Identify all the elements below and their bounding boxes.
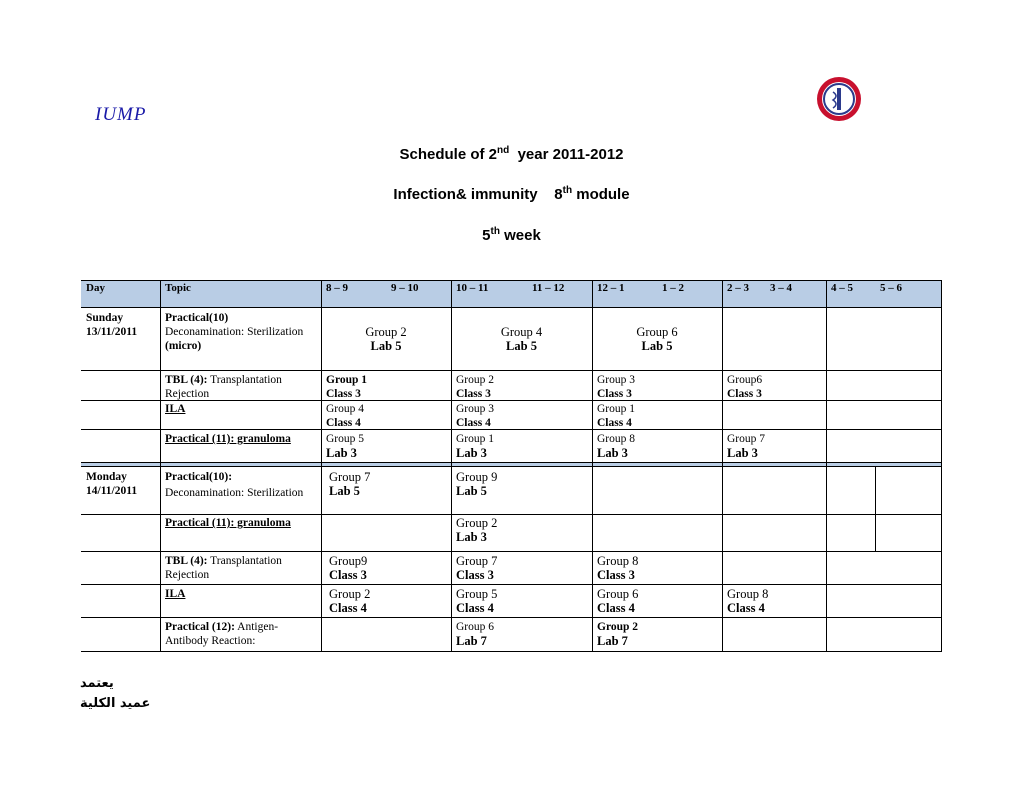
monday-topic-2: Practical (11): granuloma — [165, 517, 291, 529]
monday-r2-slot-1: Group 2 Lab 3 — [456, 516, 498, 544]
col-topic: Topic — [160, 280, 321, 307]
sunday-topic-2: TBL (4): Transplantation Rejection — [165, 374, 282, 400]
sunday-r3-slot-3: Group 1 Class 4 — [597, 403, 636, 429]
col-11-12: 11 – 12 — [527, 280, 592, 307]
monday-r1-slot-2: Group 9 Lab 5 — [456, 470, 498, 498]
week-title: 5th week — [482, 226, 541, 244]
monday-r3-slot-1: Group9 Class 3 — [329, 554, 368, 582]
sunday-r3-slot-1: Group 4 Class 4 — [326, 403, 365, 429]
monday-r3-slot-3: Group 8 Class 3 — [597, 554, 639, 582]
col-12-1: 12 – 1 — [592, 280, 657, 307]
sunday-r4-slot-2: Group 1 Lab 3 — [456, 433, 495, 460]
monday-r3-slot-2: Group 7 Class 3 — [456, 554, 498, 582]
col-day: Day — [81, 280, 160, 307]
monday-topic-5: Practical (12): Antigen- Antibody Reaction: — [165, 621, 279, 647]
sunday-topic-3: ILA — [165, 403, 186, 415]
monday-r5-slot-2: Group 2 Lab 7 — [597, 621, 639, 648]
dean-label: عميد الكلية — [80, 696, 151, 711]
sunday-r4-slot-1: Group 5 Lab 3 — [326, 433, 365, 460]
monday-r5-slot-1: Group 6 Lab 7 — [456, 621, 495, 648]
sunday-r2-slot-1: Group 1 Class 3 — [326, 374, 368, 400]
col-1-2: 1 – 2 — [657, 280, 722, 307]
col-8-9: 8 – 9 — [321, 280, 386, 307]
sunday-r1-slot-1: Group 2 Lab 5 — [365, 325, 407, 353]
module-title: Infection& immunity 8th module — [393, 185, 630, 203]
sunday-r2-slot-3: Group 3 Class 3 — [597, 374, 636, 400]
sunday-r4-slot-4: Group 7 Lab 3 — [727, 433, 766, 460]
university-logo — [816, 76, 862, 122]
sunday-topic-1: Practical(10) Deconamination: Sterilization (micro) — [165, 312, 304, 352]
brand-name: IUMP — [95, 104, 147, 125]
approval-label: يعتمد — [80, 676, 114, 691]
monday-day: Monday 14/11/2011 — [86, 471, 138, 497]
col-5-6: 5 – 6 — [875, 280, 942, 307]
sunday-r3-slot-2: Group 3 Class 4 — [456, 403, 495, 429]
monday-topic-4: ILA — [165, 588, 186, 600]
sunday-topic-4: Practical (11): granuloma — [165, 433, 291, 445]
sunday-r4-slot-3: Group 8 Lab 3 — [597, 433, 636, 460]
monday-r4-slot-2: Group 5 Class 4 — [456, 587, 498, 615]
sunday-r2-slot-2: Group 2 Class 3 — [456, 374, 495, 400]
monday-r4-slot-1: Group 2 Class 4 — [329, 587, 371, 615]
monday-r4-slot-4: Group 8 Class 4 — [727, 587, 769, 615]
schedule-table — [81, 280, 942, 652]
col-4-5: 4 – 5 — [826, 280, 875, 307]
monday-r1-slot-1: Group 7 Lab 5 — [329, 470, 371, 498]
monday-topic-3: TBL (4): Transplantation Rejection — [165, 555, 282, 581]
sunday-r2-slot-4: Group6 Class 3 — [727, 374, 763, 400]
schedule-title: Schedule of 2nd year 2011-2012 — [399, 145, 624, 163]
col-10-11: 10 – 11 — [451, 280, 527, 307]
sunday-r1-slot-2: Group 4 Lab 5 — [500, 325, 543, 353]
col-9-10: 9 – 10 — [386, 280, 451, 307]
monday-topic-1: Practical(10): Deconamination: Sterilization — [165, 471, 304, 499]
monday-r4-slot-3: Group 6 Class 4 — [597, 587, 639, 615]
col-3-4: 3 – 4 — [765, 280, 826, 307]
col-2-3: 2 – 3 — [722, 280, 765, 307]
sunday-day: Sunday 13/11/2011 — [86, 312, 138, 338]
sunday-r1-slot-3: Group 6 Lab 5 — [636, 325, 678, 353]
